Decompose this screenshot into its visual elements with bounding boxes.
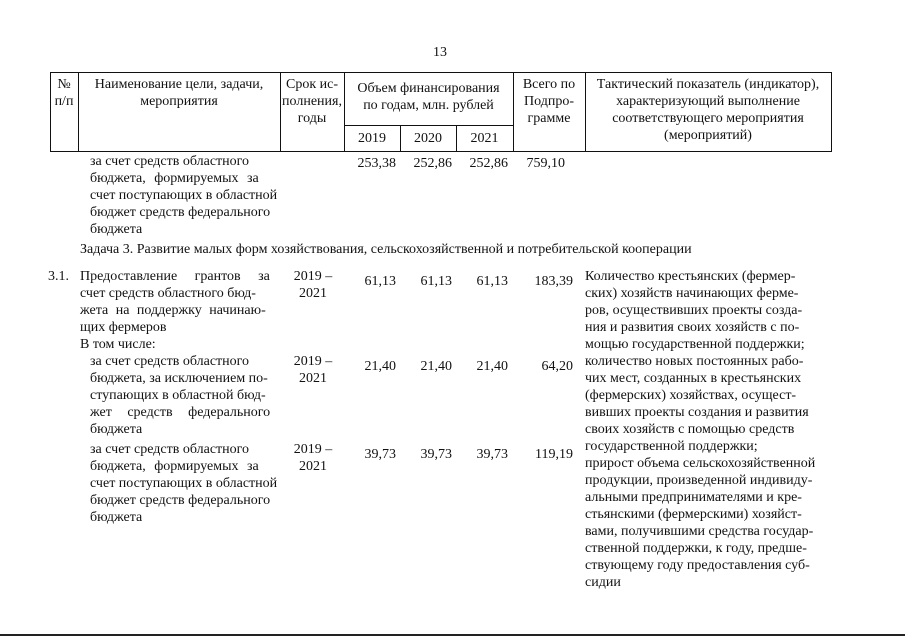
carry-row-2021: 252,86 <box>469 156 508 171</box>
item-3-1-2020: 61,13 <box>420 274 452 289</box>
sub-a-total: 64,20 <box>541 359 573 374</box>
item-3-1-2021: 61,13 <box>476 274 508 289</box>
sub-b-name: за счет средств областного бюджета, формируемых за счет поступающих в областной бюджет средств федерального бюджета <box>90 442 278 525</box>
page-bottom-border <box>0 634 905 636</box>
header-col-number: № п/п <box>54 77 74 109</box>
header-year-2021: 2021 <box>470 131 499 146</box>
indicator-line: прирост объема сельскохозяйственной <box>585 456 816 471</box>
header-col-total: Всего по Подпро- грамме <box>522 77 576 126</box>
indicator-line: вивших проекты создания и развития <box>585 405 809 420</box>
indicator-line: ния и развития своих хозяйств с по- <box>585 320 800 335</box>
indicator-line: вами, получившими средства государ- <box>585 524 814 539</box>
item-3-1-total: 183,39 <box>534 274 573 289</box>
task-heading: Задача 3. Развитие малых форм хозяйствования, сельскохозяйственной и потребительской кооперации <box>80 242 692 257</box>
carry-row-2019: 253,38 <box>357 156 396 171</box>
sub-b-2019: 39,73 <box>364 447 396 462</box>
sub-b-2021: 39,73 <box>476 447 508 462</box>
header-year-2019: 2019 <box>358 131 386 146</box>
sub-a-2020: 21,40 <box>420 359 452 374</box>
indicator-line: чих мест, созданных в крестьянских <box>585 371 802 386</box>
indicator-line: альными предпринимателями и кре- <box>585 490 802 505</box>
item-3-1-term: 2019 – 2021 <box>293 269 333 301</box>
item-number: 3.1. <box>48 269 69 284</box>
sub-a-2021: 21,40 <box>476 359 508 374</box>
header-col-indicator: Тактический показатель (индикатор), характеризующий выполнение соответствующего мероприятия (мероприятий) <box>596 77 820 143</box>
sub-a-term: 2019 – 2021 <box>293 354 333 386</box>
item-3-1-2019: 61,13 <box>364 274 396 289</box>
carry-row-name: за счет средств областного бюджета, формируемых за счет поступающих в областной бюджет средств федерального бюджета <box>90 154 278 237</box>
carry-row-total: 759,10 <box>526 156 565 171</box>
indicator-line: своих хозяйств с помощью средств <box>585 422 795 437</box>
sub-a-name: за счет средств областного бюджета, за исключением по- ступающих в областной бюд- жет средств федерального бюджета <box>90 354 271 437</box>
indicator-line: продукции, произведенной индивиду- <box>585 473 813 488</box>
indicator-line: ских) хозяйств начинающих ферме- <box>585 286 799 301</box>
item-3-1-name: Предоставление грантов за счет средств областного бюд- жета на поддержку начинаю- щих фермеров В том числе: <box>80 268 276 353</box>
indicator-line: сидии <box>585 575 621 590</box>
header-col-financing: Объем финансирования по годам, млн. рублей <box>357 81 500 113</box>
in-that-label: В том числе: <box>80 337 156 352</box>
header-col-term: Срок ис- полнения, годы <box>282 77 342 126</box>
indicator-line: государственной поддержки; <box>585 439 758 454</box>
indicator-line: мощью государственной поддержки; <box>585 337 805 352</box>
carry-row-2020: 252,86 <box>413 156 452 171</box>
sub-b-total: 119,19 <box>535 447 573 462</box>
indicator-line: ственной поддержки, к году, предше- <box>585 541 807 556</box>
page-number: 13 <box>433 45 447 60</box>
indicator-text <box>585 268 831 591</box>
indicator-line: ров, осуществивших проекты созда- <box>585 303 803 318</box>
indicator-line: (фермерских) хозяйствах, осущест- <box>585 388 797 403</box>
sub-b-2020: 39,73 <box>420 447 452 462</box>
indicator-line: ствующему году предоставления суб- <box>585 558 810 573</box>
sub-b-term: 2019 – 2021 <box>293 442 333 474</box>
indicator-line: стьянскими (фермерскими) хозяйст- <box>585 507 802 522</box>
sub-a-2019: 21,40 <box>364 359 396 374</box>
indicator-line: количество новых постоянных рабо- <box>585 354 804 369</box>
indicator-line: Количество крестьянских (фермер- <box>585 269 796 284</box>
header-col-name: Наименование цели, задачи, мероприятия <box>94 77 264 109</box>
header-year-2020: 2020 <box>414 131 442 146</box>
